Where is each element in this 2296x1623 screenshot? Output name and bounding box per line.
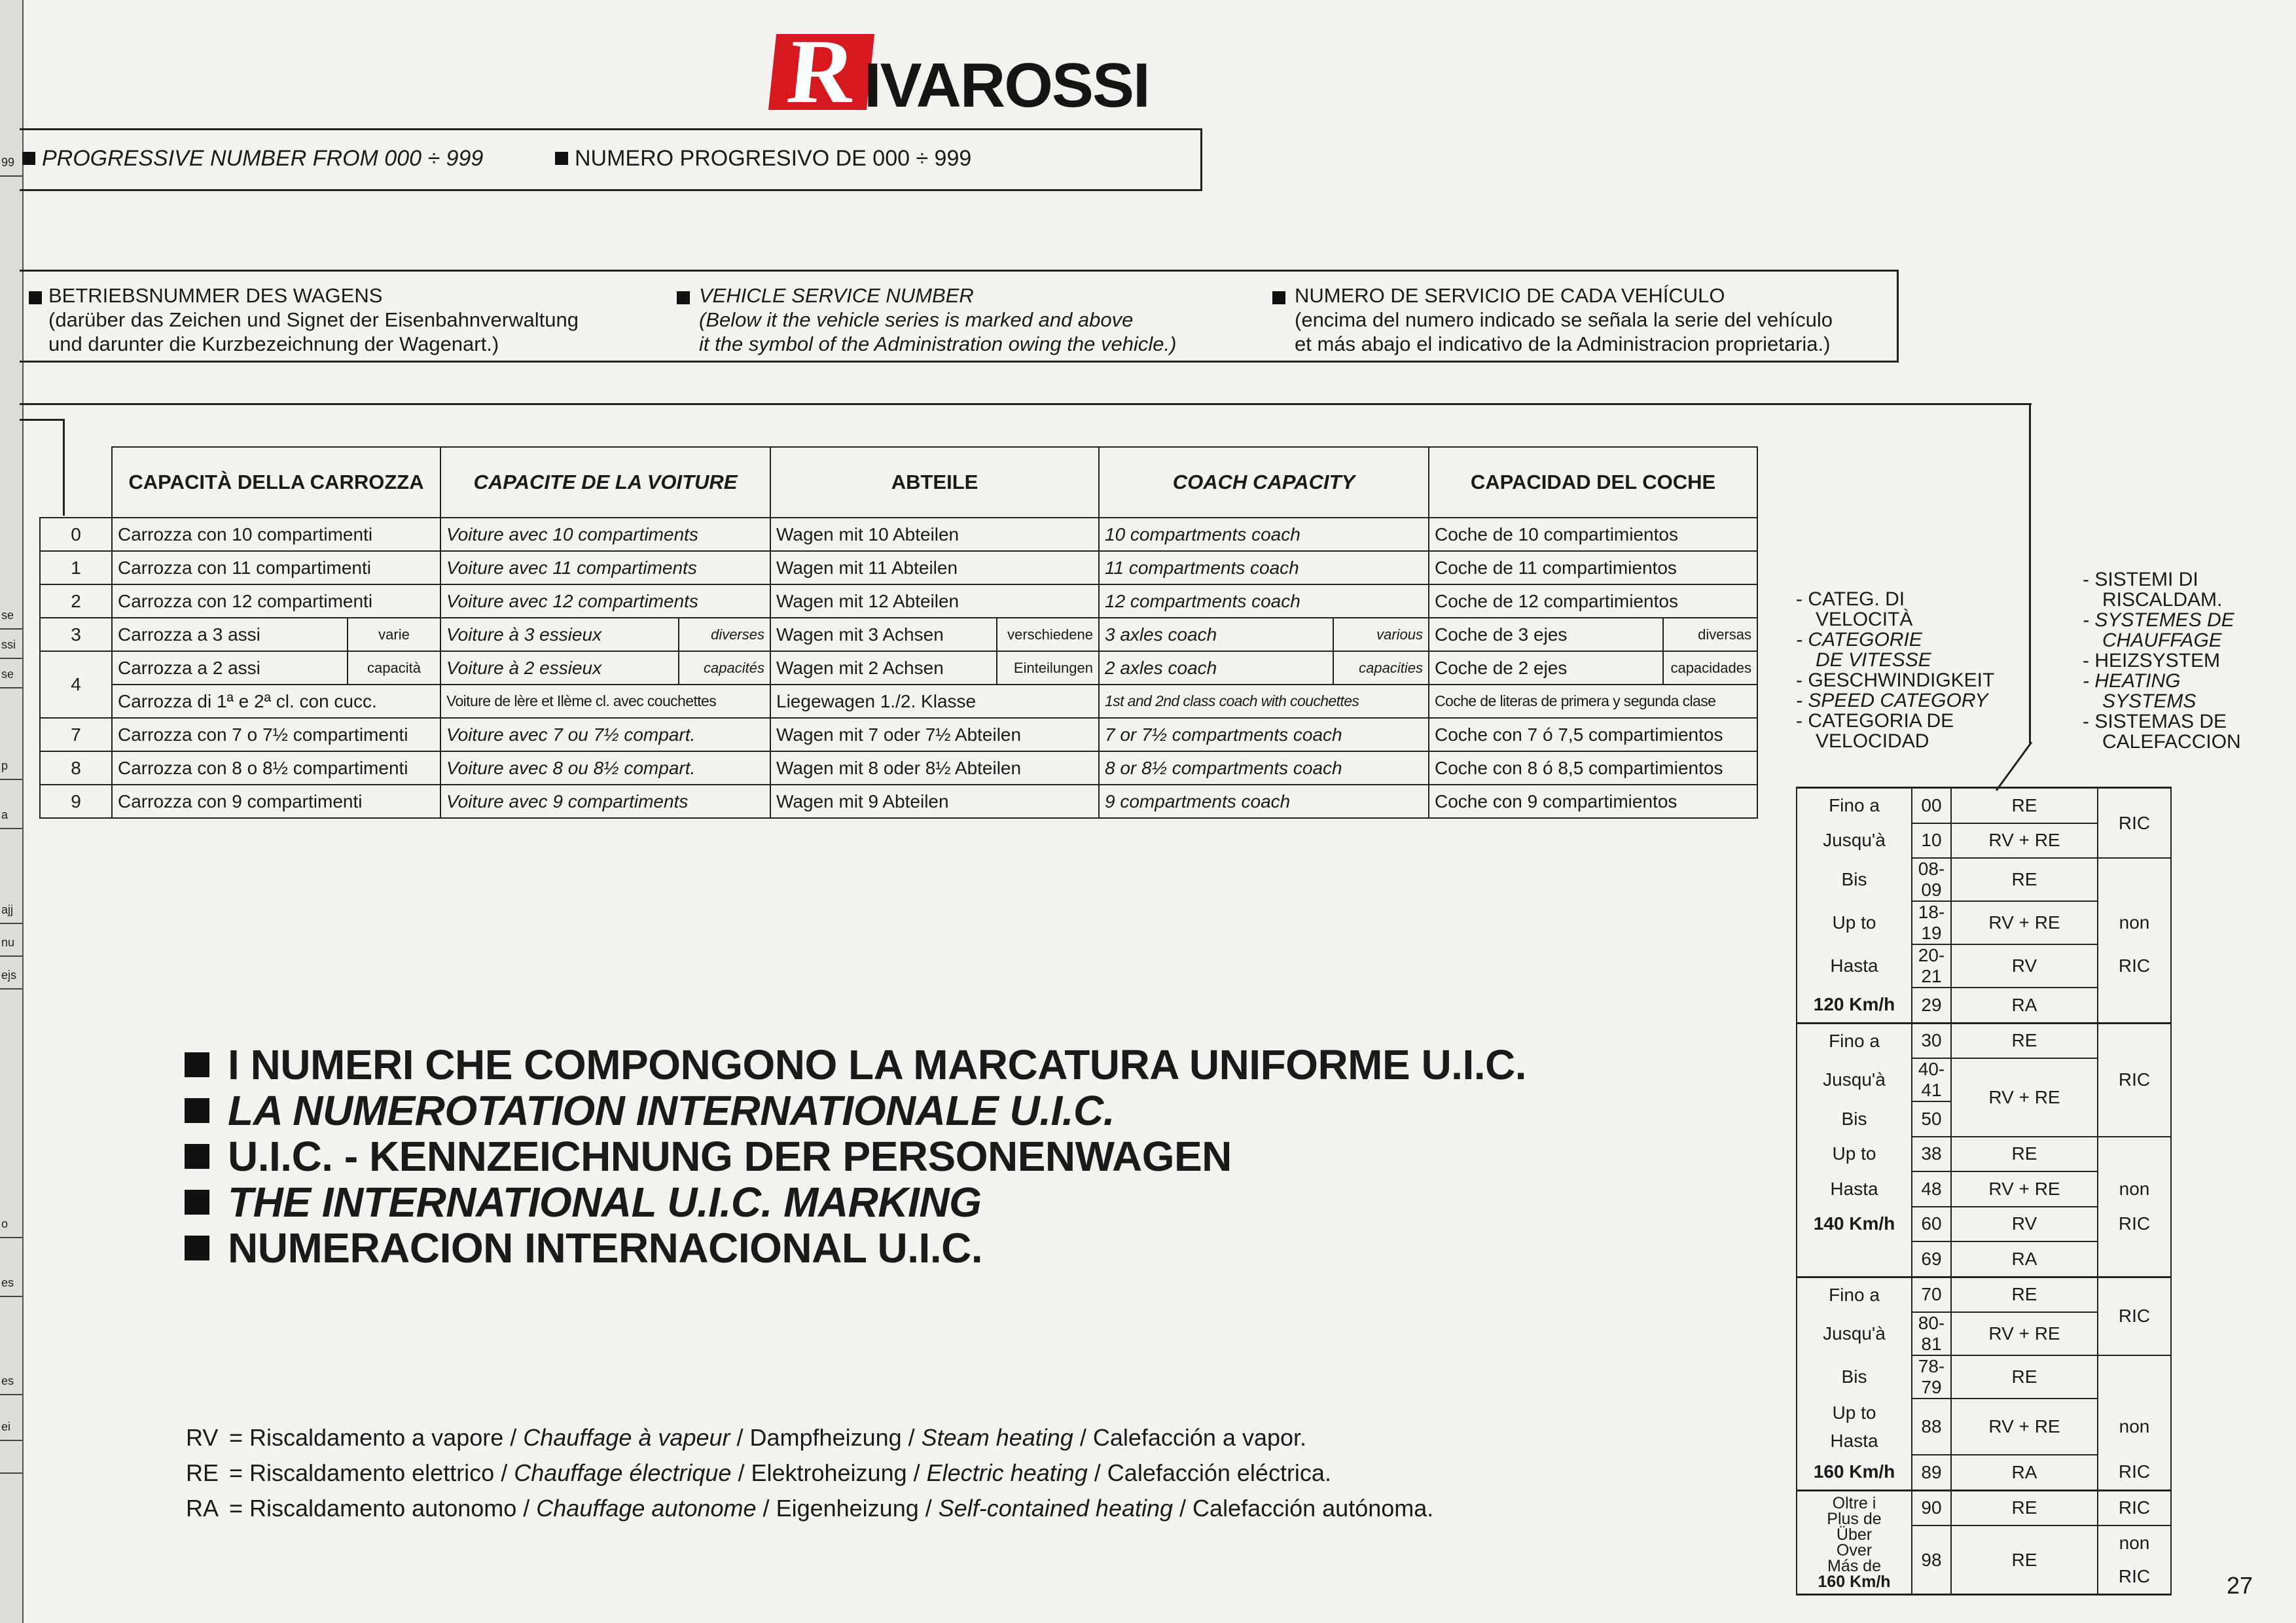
cell-es: Coche de 10 compartimientos (1429, 518, 1757, 551)
speed-label: Jusqu'à (1797, 823, 1912, 859)
cell-it: Carrozza con 11 compartimenti (112, 551, 440, 584)
legend-re: RE = Riscaldamento elettrico / Chauffage électrique / Elektroheizung / Electric heating / Calefacción eléctrica. (186, 1459, 1331, 1486)
speed-label: Up to (1797, 901, 1912, 944)
speed-code: 98 (1912, 1525, 1951, 1595)
speed-code: 29 (1912, 988, 1951, 1023)
ric-status: RIC (2098, 1277, 2171, 1355)
row-number: 2 (40, 584, 112, 618)
heat-code: RE (1951, 1525, 2098, 1595)
margin-line (0, 1296, 22, 1297)
cell-fr: Voiture avec 11 compartiments (440, 551, 770, 584)
row-number: 7 (40, 718, 112, 751)
heat-code: RE (1951, 1277, 2098, 1312)
margin-fragment: o (1, 1217, 9, 1230)
progressive-number-box (20, 128, 1202, 191)
ric-status: non (2098, 1399, 2171, 1455)
margin-line (0, 779, 22, 780)
ric-status: RIC (2098, 1560, 2171, 1595)
speed-code: 89 (1912, 1455, 1951, 1490)
cell-en: 11 compartments coach (1099, 551, 1429, 584)
speed-limit: 160 Km/h (1797, 1455, 1912, 1490)
margin-line (0, 1237, 22, 1238)
speed-label: Bis (1797, 858, 1912, 901)
speed-label: Hasta (1797, 944, 1912, 988)
service-number-box (20, 270, 1899, 363)
speed-code: 48 (1912, 1171, 1951, 1207)
cell-en: 7 or 7½ compartments coach (1099, 718, 1429, 751)
cell-de: Wagen mit 8 oder 8½ Abteilen (770, 751, 1099, 785)
heat-code: RV (1951, 1207, 2098, 1242)
cell-en: 1st and 2nd class coach with couchettes (1099, 685, 1429, 718)
cell-fr: Voiture avec 7 ou 7½ compart. (440, 718, 770, 751)
frame-right-line (2029, 403, 2031, 743)
cell-de-note: Einteilungen (997, 651, 1099, 685)
heading-de: U.I.C. - KENNZEICHNUNG DER PERSONENWAGEN (185, 1133, 1526, 1179)
row-number: 3 (40, 618, 112, 651)
margin-fragment: p (1, 759, 9, 772)
heat-code: RA (1951, 988, 2098, 1023)
cell-fr: Voiture à 2 essieux (440, 651, 679, 685)
margin-line (0, 687, 22, 688)
header-it: CAPACITÀ DELLA CARROZZA (112, 447, 440, 518)
table-row (40, 518, 1757, 551)
speed-code: 69 (1912, 1241, 1951, 1277)
heat-code: RE (1951, 858, 2098, 901)
margin-line (0, 828, 22, 829)
left-page-edge (0, 0, 24, 1623)
ric-status: RIC (2098, 944, 2171, 988)
table-row (40, 551, 1757, 584)
speed-code: 38 (1912, 1137, 1951, 1172)
cell-it-note: varie (348, 618, 440, 651)
heat-code: RE (1951, 1137, 2098, 1172)
cell-es-note: capacidades (1663, 651, 1757, 685)
ric-status: non (2098, 1525, 2171, 1560)
cell-fr: Voiture avec 8 ou 8½ compart. (440, 751, 770, 785)
margin-line (0, 628, 22, 630)
header-fr: CAPACITE DE LA VOITURE (440, 447, 770, 518)
cell-es: Coche con 8 ó 8,5 compartimientos (1429, 751, 1757, 785)
heat-code: RV (1951, 944, 2098, 988)
cell-es: Coche de 12 compartimientos (1429, 584, 1757, 618)
row-number: 4 (40, 651, 112, 718)
cell-en: 9 compartments coach (1099, 785, 1429, 818)
speed-code: 08-09 (1912, 858, 1951, 901)
speed-code: 30 (1912, 1023, 1951, 1058)
heading-it: I NUMERI CHE COMPONGONO LA MARCATURA UNIFORME U.I.C. (185, 1042, 1526, 1088)
heading-en: THE INTERNATIONAL U.I.C. MARKING (185, 1179, 1526, 1225)
service-es: NUMERO DE SERVICIO DE CADA VEHÍCULO (encima del numero indicado se señala la serie del vehículo et más abajo el indicativo de la Administracion proprietaria.) (1272, 283, 1833, 356)
margin-line (0, 175, 22, 177)
service-en: VEHICLE SERVICE NUMBER (Below it the vehicle series is marked and above it the symbol of the Administration owing the vehicle.) (677, 283, 1176, 356)
heat-code: RA (1951, 1241, 2098, 1277)
cell-de-note: verschiedene (997, 618, 1099, 651)
cell-it: Carrozza con 12 compartimenti (112, 584, 440, 618)
speed-label: Bis (1797, 1355, 1912, 1399)
heat-code: RV + RE (1951, 1312, 2098, 1355)
speed-code: 50 (1912, 1101, 1951, 1137)
row-number: 8 (40, 751, 112, 785)
margin-line (0, 988, 22, 990)
cell-en: 3 axles coach (1099, 618, 1333, 651)
speed-code: 10 (1912, 823, 1951, 859)
margin-fragment: es (1, 1276, 14, 1289)
ric-blank (2098, 1355, 2171, 1399)
cell-de: Wagen mit 11 Abteilen (770, 551, 1099, 584)
cell-es: Coche de literas de primera y segunda clase (1429, 685, 1757, 718)
heat-code: RV + RE (1951, 901, 2098, 944)
row-number: 9 (40, 785, 112, 818)
header-blank (40, 447, 112, 518)
table-row (40, 718, 1757, 751)
heat-code: RE (1951, 1490, 2098, 1525)
heating-system-labels: - SISTEMI DI RISCALDAM. - SYSTEMES DE CHAUFFAGE - HEIZSYSTEM - HEATING SYSTEMS - SISTEMAS DE CALEFACCION (2083, 569, 2241, 753)
cell-de: Wagen mit 2 Achsen (770, 651, 997, 685)
speed-label: Jusqu'à (1797, 1058, 1912, 1101)
cell-it: Carrozza con 8 o 8½ compartimenti (112, 751, 440, 785)
cell-fr-note: diverses (679, 618, 770, 651)
speed-label: Jusqu'à (1797, 1312, 1912, 1355)
progressive-es: NUMERO PROGRESIVO DE 000 ÷ 999 (555, 146, 971, 171)
speed-code: 18-19 (1912, 901, 1951, 944)
cell-en: 8 or 8½ compartments coach (1099, 751, 1429, 785)
ric-status: non (2098, 1171, 2171, 1207)
uic-headings (185, 1042, 1526, 1271)
speed-label: Fino a (1797, 788, 1912, 823)
speed-code: 00 (1912, 788, 1951, 823)
margin-fragment: ssi (1, 638, 16, 651)
speed-label: Bis (1797, 1101, 1912, 1137)
heat-code: RV + RE (1951, 1171, 2098, 1207)
heat-code: RE (1951, 788, 2098, 823)
page-number: 27 (2227, 1572, 2253, 1599)
cell-fr: Voiture avec 10 compartiments (440, 518, 770, 551)
margin-line (0, 658, 22, 659)
margin-fragment: es (1, 1374, 14, 1387)
speed-code: 60 (1912, 1207, 1951, 1242)
over-speed-labels: Oltre i Plus de Über Over Más de 160 Km/h (1797, 1490, 1912, 1595)
cell-de: Wagen mit 10 Abteilen (770, 518, 1099, 551)
cell-en-note: various (1333, 618, 1429, 651)
header-es: CAPACIDAD DEL COCHE (1429, 447, 1757, 518)
cell-it: Carrozza di 1ª e 2ª cl. con cucc. (112, 685, 440, 718)
table-row (40, 751, 1757, 785)
cell-it: Carrozza a 3 assi (112, 618, 348, 651)
ric-blank (2098, 1137, 2171, 1172)
cell-fr: Voiture avec 12 compartiments (440, 584, 770, 618)
speed-code: 20-21 (1912, 944, 1951, 988)
table-row (40, 685, 1757, 718)
speed-label: Up to (1797, 1137, 1912, 1172)
speed-limit: 120 Km/h (1797, 988, 1912, 1023)
speed-code: 78-79 (1912, 1355, 1951, 1399)
margin-line (0, 1472, 22, 1474)
margin-fragment: se (1, 609, 14, 622)
table-row (40, 618, 1757, 651)
table-row (40, 584, 1757, 618)
cell-it-note: capacità (348, 651, 440, 685)
speed-code: 90 (1912, 1490, 1951, 1525)
cell-es-note: diversas (1663, 618, 1757, 651)
margin-line (0, 955, 22, 957)
cell-fr-note: capacités (679, 651, 770, 685)
heat-code: RA (1951, 1455, 2098, 1490)
legend-ra: RA = Riscaldamento autonomo / Chauffage autonome / Eigenheizung / Self-contained heating / Calefacción autónoma. (186, 1495, 1434, 1522)
row-number: 1 (40, 551, 112, 584)
margin-fragment: se (1, 668, 14, 681)
rivarossi-logo (772, 21, 1149, 122)
margin-fragment: 99 (1, 156, 15, 169)
ric-blank (2098, 988, 2171, 1023)
cell-fr: Voiture de lère et Ilème cl. avec couchettes (440, 685, 770, 718)
frame-left-stub (20, 419, 63, 421)
margin-line (0, 1394, 22, 1395)
speed-category-labels: - CATEG. DI VELOCITÀ - CATEGORIE DE VITESSE - GESCHWINDIGKEIT - SPEED CATEGORY - CATEGORIA DE VELOCIDAD (1796, 588, 1995, 752)
cell-en: 10 compartments coach (1099, 518, 1429, 551)
capacity-table (39, 446, 1758, 819)
margin-fragment: ejs (1, 969, 17, 982)
cell-es: Coche con 7 ó 7,5 compartimientos (1429, 718, 1757, 751)
ric-status: non (2098, 901, 2171, 944)
cell-it: Carrozza a 2 assi (112, 651, 348, 685)
cell-en: 2 axles coach (1099, 651, 1333, 685)
heating-legend (186, 1420, 1433, 1526)
cell-de: Wagen mit 7 oder 7½ Abteilen (770, 718, 1099, 751)
speed-limit: 140 Km/h (1797, 1207, 1912, 1242)
cell-de: Wagen mit 12 Abteilen (770, 584, 1099, 618)
speed-label: Fino a (1797, 1277, 1912, 1312)
margin-line (0, 923, 22, 924)
margin-fragment: ajj (1, 903, 14, 916)
cell-fr: Voiture à 3 essieux (440, 618, 679, 651)
speed-label-blank (1797, 1241, 1912, 1277)
speed-label: Hasta (1797, 1427, 1912, 1455)
cell-it: Carrozza con 7 o 7½ compartimenti (112, 718, 440, 751)
speed-code: 80-81 (1912, 1312, 1951, 1355)
frame-top-line (20, 403, 2032, 405)
header-de: ABTEILE (770, 447, 1099, 518)
header-en: COACH CAPACITY (1099, 447, 1429, 518)
speed-code: 88 (1912, 1399, 1951, 1455)
ric-status: RIC (2098, 788, 2171, 859)
speed-label: Hasta (1797, 1171, 1912, 1207)
service-de: BETRIEBSNUMMER DES WAGENS (darüber das Zeichen und Signet der Eisenbahnverwaltung und darunter die Kurzbezeichnung der Wagenart.) (29, 283, 579, 356)
ric-status: RIC (2098, 1023, 2171, 1137)
progressive-en: PROGRESSIVE NUMBER FROM 000 ÷ 999 (22, 146, 483, 171)
speed-code: 40-41 (1912, 1058, 1951, 1101)
heading-fr: LA NUMEROTATION INTERNATIONALE U.I.C. (185, 1088, 1526, 1133)
cell-de: Wagen mit 3 Achsen (770, 618, 997, 651)
speed-code: 70 (1912, 1277, 1951, 1312)
heat-code: RE (1951, 1355, 2098, 1399)
margin-fragment: nu (1, 936, 15, 949)
heading-es: NUMERACION INTERNACIONAL U.I.C. (185, 1225, 1526, 1271)
speed-label: Up to (1797, 1399, 1912, 1427)
margin-fragment: a (1, 808, 9, 821)
cell-es: Coche de 11 compartimientos (1429, 551, 1757, 584)
legend-rv: RV = Riscaldamento a vapore / Chauffage à vapeur / Dampfheizung / Steam heating / Calefacción a vapor. (186, 1424, 1307, 1451)
heat-code: RV + RE (1951, 1399, 2098, 1455)
logo-wordmark: IVAROSSI (864, 50, 1149, 120)
cell-it: Carrozza con 10 compartimenti (112, 518, 440, 551)
heat-code: RV + RE (1951, 1058, 2098, 1137)
speed-category-table (1796, 787, 2172, 1596)
table-row (40, 651, 1757, 685)
row-number: 0 (40, 518, 112, 551)
cell-es: Coche de 2 ejes (1429, 651, 1663, 685)
margin-fragment: ei (1, 1420, 11, 1433)
ric-status: RIC (2098, 1207, 2171, 1242)
ric-blank (2098, 1241, 2171, 1277)
speed-label: Fino a (1797, 1023, 1912, 1058)
cell-it: Carrozza con 9 compartimenti (112, 785, 440, 818)
ric-status: RIC (2098, 1490, 2171, 1525)
heat-code: RV + RE (1951, 823, 2098, 859)
capacity-header-row (40, 447, 1757, 518)
cell-es: Coche con 9 compartimientos (1429, 785, 1757, 818)
heat-code: RE (1951, 1023, 2098, 1058)
cell-en: 12 compartments coach (1099, 584, 1429, 618)
table-row (40, 785, 1757, 818)
ric-blank (2098, 858, 2171, 901)
cell-de: Liegewagen 1./2. Klasse (770, 685, 1099, 718)
ric-status: RIC (2098, 1455, 2171, 1490)
margin-line (0, 1440, 22, 1441)
logo-r-mark: R (768, 34, 874, 110)
cell-fr: Voiture avec 9 compartiments (440, 785, 770, 818)
cell-de: Wagen mit 9 Abteilen (770, 785, 1099, 818)
cell-es: Coche de 3 ejes (1429, 618, 1663, 651)
cell-en-note: capacities (1333, 651, 1429, 685)
